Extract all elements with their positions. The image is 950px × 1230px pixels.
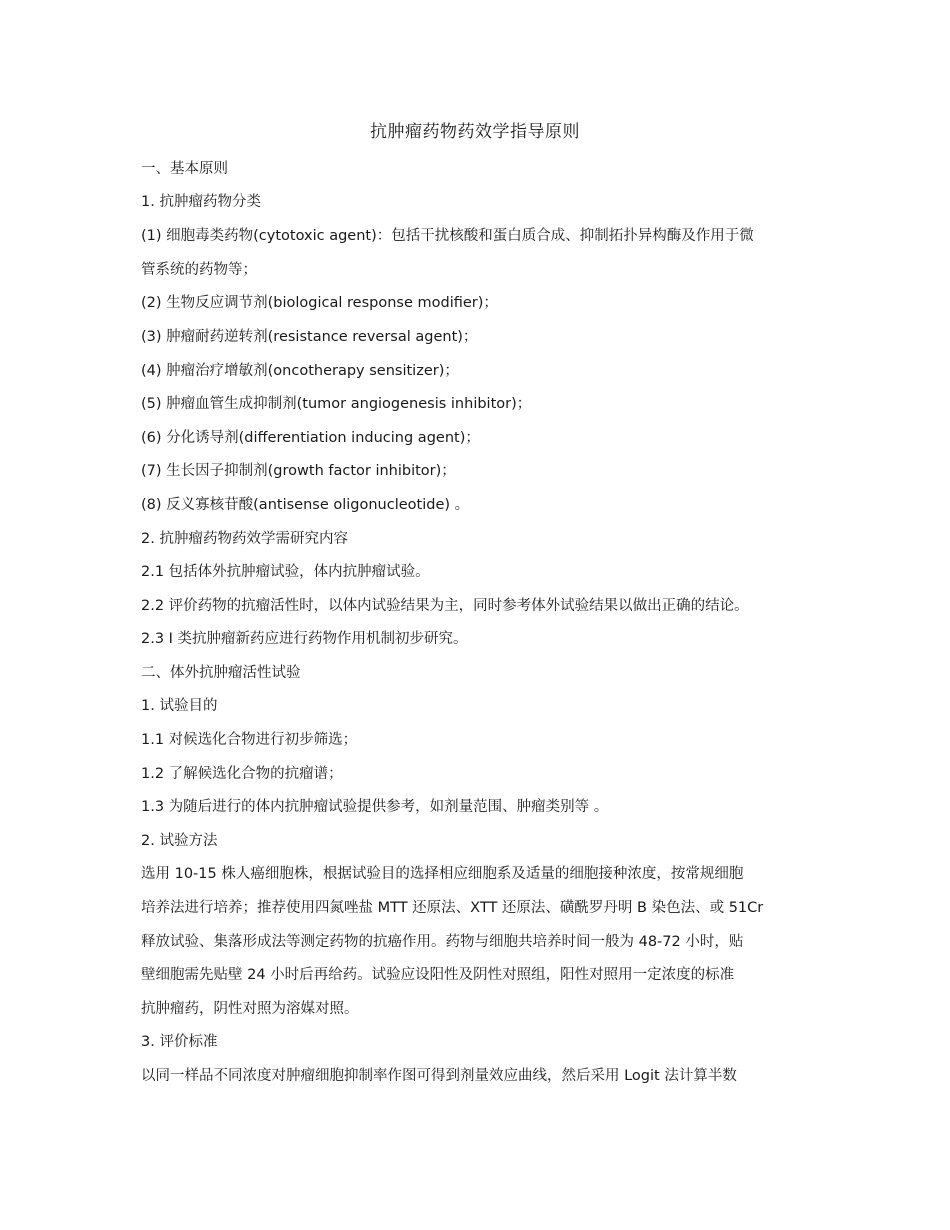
subsection-heading-drug-classification: 1. 抗肿瘤药物分类 xyxy=(141,194,261,210)
list-item: (6) 分化诱导剂(differentiation inducing agent)； xyxy=(141,430,480,446)
list-item: 1.2 了解候选化合物的抗瘤谱； xyxy=(141,766,343,782)
list-item: (4) 肿瘤治疗增敏剂(oncotherapy sensitizer)； xyxy=(141,363,459,379)
paragraph-line: 培养法进行培养；推荐使用四氮唑盐 MTT 还原法、XTT 还原法、磺酰罗丹明 B 染色法、或 51Cr xyxy=(141,900,764,916)
list-item: (5) 肿瘤血管生成抑制剂(tumor angiogenesis inhibitor)； xyxy=(141,396,532,412)
paragraph-line: 壁细胞需先贴壁 24 小时后再给药。试验应设阳性及阴性对照组，阳性对照用一定浓度的标准 xyxy=(141,967,735,983)
list-item: (2) 生物反应调节剂(biological response modifier)； xyxy=(141,295,498,311)
subsection-heading-method: 2. 试验方法 xyxy=(141,833,218,849)
list-item: 1.1 对候选化合物进行初步筛选； xyxy=(141,732,358,748)
list-item: 2.1 包括体外抗肿瘤试验，体内抗肿瘤试验。 xyxy=(141,564,430,580)
paragraph-line: 释放试验、集落形成法等测定药物的抗癌作用。药物与细胞共培养时间一般为 48-72 小时，贴 xyxy=(141,934,744,950)
paragraph-line: 选用 10-15 株人癌细胞株，根据试验目的选择相应细胞系及适量的细胞接种浓度，按常规细胞 xyxy=(141,866,744,882)
list-item: (7) 生长因子抑制剂(growth factor inhibitor)； xyxy=(141,463,456,479)
paragraph-line: 以同一样品不同浓度对肿瘤细胞抑制率作图可得到剂量效应曲线，然后采用 Logit 法计算半数 xyxy=(141,1068,737,1084)
list-item: 1.3 为随后进行的体内抗肿瘤试验提供参考，如剂量范围、肿瘤类别等 。 xyxy=(141,799,609,815)
paragraph-line: 管系统的药物等； xyxy=(141,262,257,278)
paragraph-line: 抗肿瘤药，阴性对照为溶媒对照。 xyxy=(141,1001,359,1017)
list-item: 2.2 评价药物的抗瘤活性时，以体内试验结果为主，同时参考体外试验结果以做出正确的结论。 xyxy=(141,598,749,614)
paragraph-line: (1) 细胞毒类药物(cytotoxic agent)：包括干扰核酸和蛋白质合成、抑制拓扑异构酶及作用于微 xyxy=(141,228,754,244)
section-heading-basic-principles: 一、基本原则 xyxy=(141,161,228,177)
document-title: 抗肿瘤药物药效学指导原则 xyxy=(370,122,580,142)
subsection-heading-research-content: 2. 抗肿瘤药物药效学需研究内容 xyxy=(141,531,348,547)
subsection-heading-purpose: 1. 试验目的 xyxy=(141,698,218,714)
subsection-heading-criteria: 3. 评价标准 xyxy=(141,1034,218,1050)
list-item: (3) 肿瘤耐药逆转剂(resistance reversal agent)； xyxy=(141,329,478,345)
list-item: 2.3 I 类抗肿瘤新药应进行药物作用机制初步研究。 xyxy=(141,631,468,647)
list-item: (8) 反义寡核苷酸(antisense oligonucleotide) 。 xyxy=(141,497,470,513)
section-heading-in-vitro: 二、体外抗肿瘤活性试验 xyxy=(141,665,301,681)
